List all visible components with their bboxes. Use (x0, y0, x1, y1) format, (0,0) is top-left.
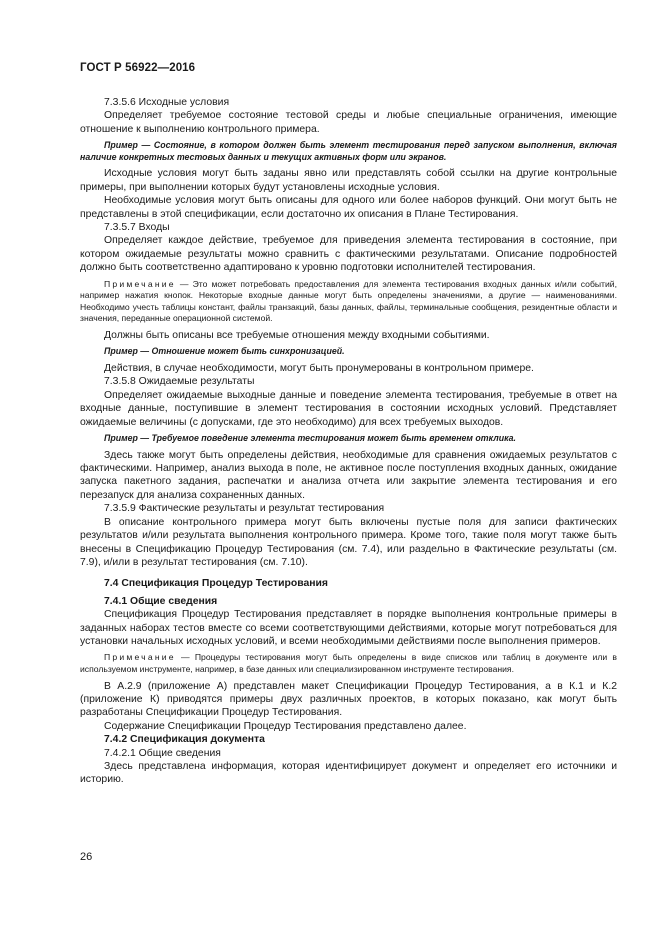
paragraph: Должны быть описаны все требуемые отношения между входными событиями. (104, 330, 490, 342)
paragraph: В описание контрольного примера могут быть включены пустые поля для записи фактических результатов и/или результата выполнения контрольного примера. Кроме того, такие поля могут также быть внесены в Спецификацию Процедур Тестирования (см. 7.4), или раздельно в Фактические результаты (см. 7.9), и/или в результат тестирования (см. 7.10). (80, 516, 617, 568)
paragraph: Определяет ожидаемые выходные данные и поведение элемента тестирования, требуемые в ответ на входные данные, поступившие в элемент тестирования в состоянии исходных условий. Представляет ожидаемые величины (с допусками, где это необходимо) для всех требуемых выходов. (80, 389, 617, 428)
note (80, 652, 617, 675)
paragraph: Необходимые условия могут быть описаны для одного или более наборов функций. Они могут быть не представлены в этой спецификации, если достаточно их описания в Плане Тестирования. (80, 195, 617, 220)
example: Пример — Отношение может быть синхронизацией. (104, 346, 345, 357)
section-heading: 7.3.5.6 Исходные условия (104, 97, 230, 108)
paragraph: Спецификация Процедур Тестирования представляет в порядке выполнения контрольные примеры в заданных наборах тестов вместе со всеми соответствующими действиями, которые могут потребоваться для установки начальных исходных условий, и всеми необходимыми действиями после выполнения примеров. (80, 609, 617, 647)
paragraph: Здесь также могут быть определены действия, необходимые для сравнения ожидаемых результатов с фактическими. Например, анализ выхода в поле, не активное после поступления входных данных, ожидание запуска пакетного задания, распечатки и анализа отчета или закрытие элемента тестирования и его перезапуск для анализа сохраненных данных. (80, 449, 617, 501)
paragraph: Содержание Спецификации Процедур Тестирования представлено далее. (104, 720, 467, 732)
spacer (80, 569, 617, 577)
section-heading: 7.4 Спецификация Процедур Тестирования (104, 578, 328, 590)
note (80, 279, 617, 325)
note-text: — Процедуры тестирования могут быть определены в виде списков или таблиц в документе или в используемом инструменте, например, в базе данных или специализированном инструменте тестирования. (80, 652, 617, 674)
section-heading: 7.3.5.8 Ожидаемые результаты (104, 376, 255, 388)
section-heading: 7.4.2 Спецификация документа (104, 734, 265, 746)
paragraph: Исходные условия могут быть заданы явно или представлять собой ссылки на другие контрольные примеры, при выполнении которых будут установлены исходные условия. (80, 168, 617, 193)
note-label: Примечание (104, 278, 176, 289)
example: Пример — Требуемое поведение элемента тестирования может быть временем отклика. (104, 433, 517, 444)
paragraph: Действия, в случае необходимости, могут быть пронумерованы в контрольном примере. (104, 363, 534, 375)
note-label: Примечание (104, 652, 176, 663)
paragraph: Здесь представлена информация, которая идентифицирует документ и определяет его источники и историю. (80, 760, 617, 786)
page-number: 26 (80, 851, 93, 863)
paragraph: Определяет требуемое состояние тестовой среды и любые специальные ограничения, имеющие отношение к выполнению контрольного примера. (80, 110, 617, 135)
note-text: — Это может потребовать предоставления для элемента тестирования входных данных и/или событий, например нажатия кнопок. Некоторые входные данные могут быть определены значениями, а другие — наименованиями. Необходимо учесть таблицы констант, файлы транзакций, базы данных, файлы, терминальные сообщения, резидентные области и значения, переданные операционной системой. (80, 278, 617, 324)
example: Пример — Состояние, в котором должен быть элемент тестирования перед запуском выполнения, включая наличие конкретных тестовых данных и текущих активных форм или экранов. (80, 140, 617, 162)
section-heading: 7.3.5.9 Фактические результаты и результат тестирования (104, 503, 385, 515)
section-heading: 7.3.5.7 Входы (104, 222, 170, 234)
document-header: ГОСТ Р 56922—2016 (80, 62, 196, 74)
document-body (80, 96, 617, 787)
section-heading: 7.4.2.1 Общие сведения (104, 747, 221, 759)
paragraph: В А.2.9 (приложение А) представлен макет Спецификации Процедур Тестирования, а в К.1 и К.2 (приложение К) приводятся примеры двух различных проектов, в которых показано, как могут быть разработаны Спецификации Процедур Тестирования. (80, 680, 617, 719)
paragraph: Определяет каждое действие, требуемое для приведения элемента тестирования в состояние, при котором ожидаемые результаты можно сравнить с фактическими результатами. Описание подробностей должно быть соответственно адаптировано к уровню подготовки исполнителей тестирования. (80, 235, 617, 274)
section-heading: 7.4.1 Общие сведения (104, 595, 218, 607)
